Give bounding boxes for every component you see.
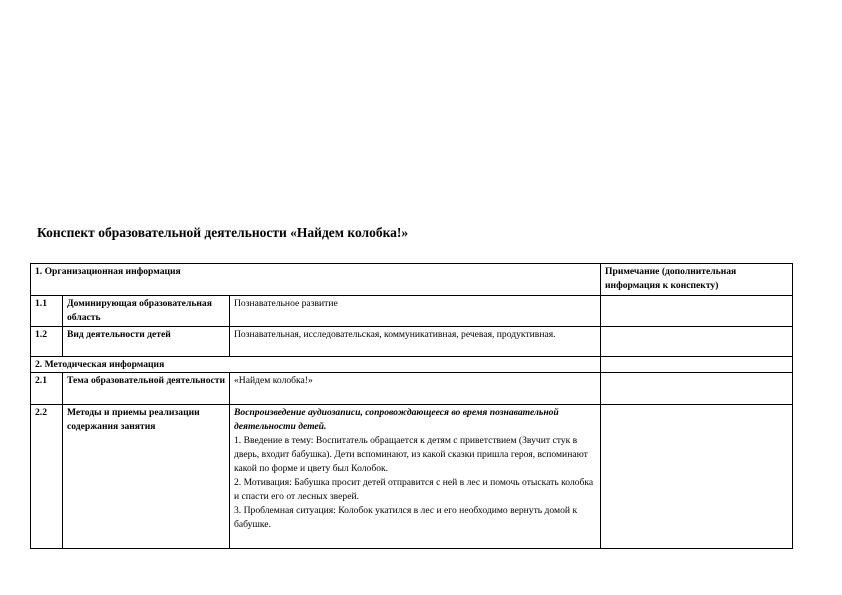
document-title: Конспект образовательной деятельности «Найдем колобка!» (37, 225, 409, 240)
row-note (601, 405, 793, 549)
table-row (31, 373, 793, 405)
row-number: 2.1 (31, 373, 63, 405)
methods-item-3: 3. Проблемная ситуация: Колобок укатился в лес и его необходимо вернуть домой к бабушке. (234, 505, 578, 530)
table-row (31, 327, 793, 357)
section-2-header: 2. Методическая информация (31, 357, 601, 373)
row-number: 1.1 (31, 296, 63, 327)
table-row (31, 296, 793, 327)
row-note (601, 357, 793, 373)
row-label: Методы и приемы реализации содержания занятия (63, 405, 230, 549)
section-1-header: 1. Организационная информация (31, 264, 601, 296)
row-number: 1.2 (31, 327, 63, 357)
row-value-methods (230, 405, 601, 549)
methods-item-1: 1. Введение в тему: Воспитатель обращается к детям с приветствием (Звучит стук в дверь, входит бабушка). Дети вспоминают, из какой сказки пришла героя, вспоминают какой по форме и цвету был Колобок. (234, 435, 588, 474)
section-1-header-row (31, 264, 793, 296)
note-column-header: Примечание (дополнительная информация к конспекту) (601, 264, 793, 296)
row-value: «Найдем колобка!» (230, 373, 601, 405)
row-value: Познавательная, исследовательская, коммуникативная, речевая, продуктивная. (230, 327, 601, 357)
row-label: Тема образовательной деятельности (63, 373, 230, 405)
row-value: Познавательное развитие (230, 296, 601, 327)
methods-intro: Воспроизведение аудиозаписи, сопровождающееся во время познавательной деятельности детей. (234, 407, 559, 432)
row-note (601, 373, 793, 405)
row-note (601, 327, 793, 357)
methods-item-2: 2. Мотивация: Бабушка просит детей отправится с ней в лес и помочь отыскать колобка и спасти его от лесных зверей. (234, 477, 594, 502)
table-row (31, 405, 793, 549)
row-note (601, 296, 793, 327)
row-number: 2.2 (31, 405, 63, 549)
row-label: Доминирующая образовательная область (63, 296, 230, 327)
section-2-header-row (31, 357, 793, 373)
konspekt-table (30, 263, 793, 549)
row-label: Вид деятельности детей (63, 327, 230, 357)
